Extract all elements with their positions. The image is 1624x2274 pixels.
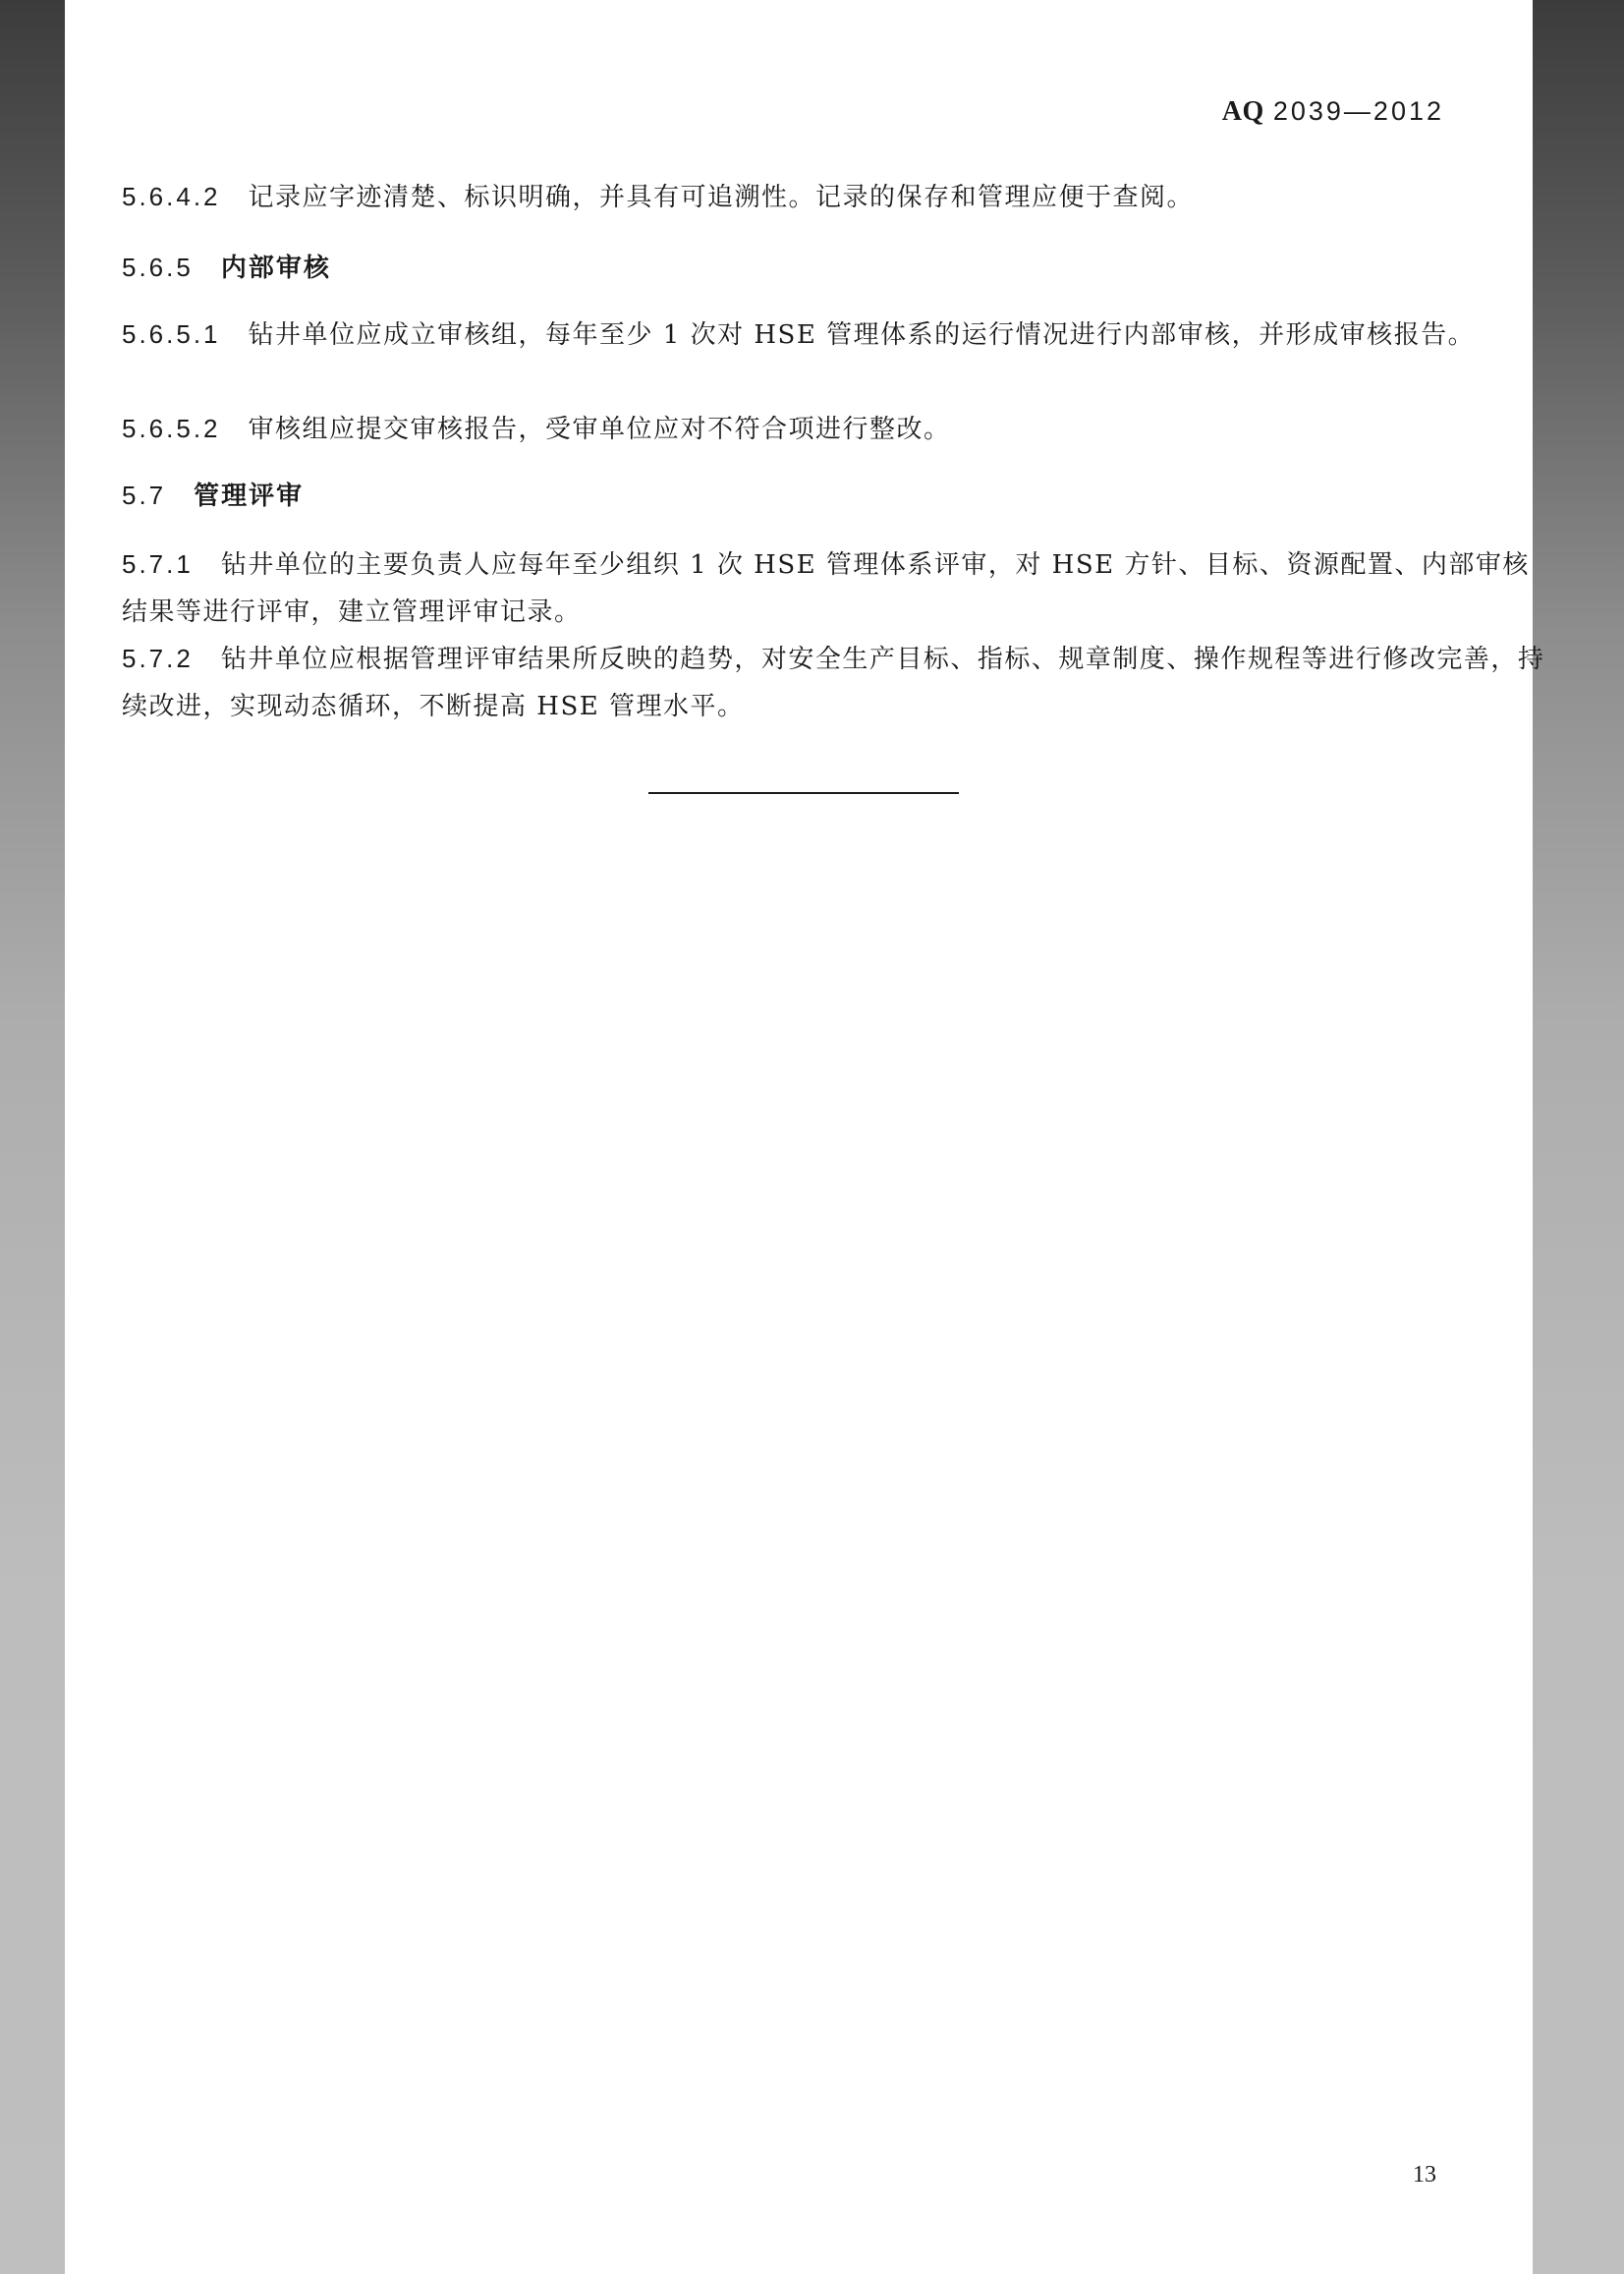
- clause-text: 钻井单位应成立审核组，每年至少 1 次对 HSE 管理体系的运行情况进行内部审核，并形成审核报告。: [248, 320, 1476, 350]
- clause-number: 5.6.4.2: [122, 182, 221, 211]
- end-of-document-rule: [648, 792, 959, 794]
- section-heading-5-6-5: [122, 244, 1546, 292]
- section-title: 管理评审: [194, 482, 305, 511]
- clause-text: 记录应字迹清楚、标识明确，并具有可追溯性。记录的保存和管理应便于查阅。: [248, 183, 1195, 212]
- page-number: 13: [1413, 2162, 1436, 2188]
- standard-code-header: [1222, 96, 1472, 128]
- clause-text: 钻井单位的主要负责人应每年至少组织 1 次 HSE 管理体系评审，对 HSE 方针、目标、资源配置、内部审核结果等进行评审，建立管理评审记录。: [122, 550, 1530, 627]
- section-title: 内部审核: [220, 254, 331, 283]
- clause-number: 5.7.2: [122, 644, 194, 673]
- clause-5-7-2: [122, 635, 1546, 730]
- standard-code-prefix: AQ: [1221, 96, 1264, 127]
- clause-5-6-5-2: [122, 405, 1546, 453]
- standard-code-number: 2039—2012: [1272, 96, 1444, 126]
- clause-number: 5.6.5.2: [122, 414, 221, 443]
- section-heading-5-7: [122, 472, 1546, 520]
- section-number: 5.7: [122, 481, 167, 510]
- clause-text: 审核组应提交审核报告，受审单位应对不符合项进行整改。: [248, 415, 951, 444]
- document-page: [65, 0, 1545, 2274]
- clause-number: 5.6.5.1: [122, 319, 221, 349]
- clause-5-7-1: [122, 540, 1546, 636]
- clause-5-6-4-2: [122, 173, 1546, 221]
- clause-text: 钻井单位应根据管理评审结果所反映的趋势，对安全生产目标、指标、规章制度、操作规程等进行修改完善，持续改进，实现动态循环，不断提高 HSE 管理水平。: [122, 645, 1545, 721]
- clause-5-6-5-1: [122, 311, 1546, 359]
- section-number: 5.6.5: [122, 253, 194, 282]
- clause-number: 5.7.1: [122, 549, 194, 579]
